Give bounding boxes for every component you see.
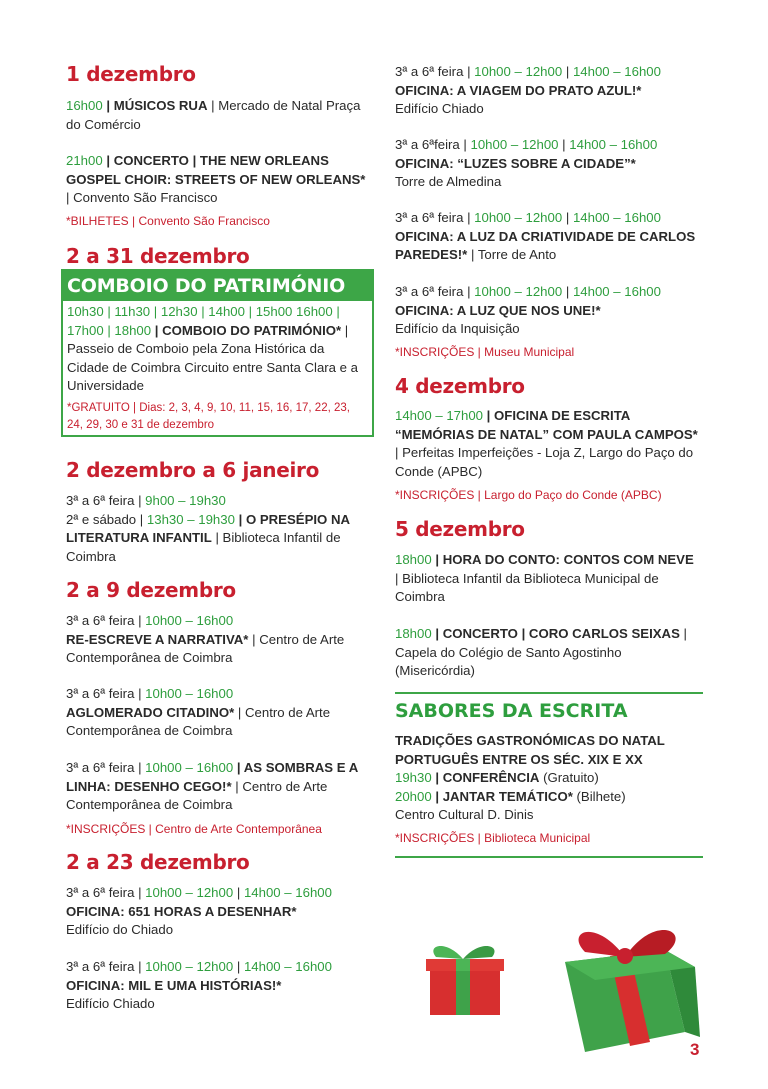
event: 3ª a 6ª feira | 10h00 – 12h00 | 14h00 – 16h00 OFICINA: A VIAGEM DO PRATO AZUL!* Edifício Chiado	[395, 64, 661, 116]
event: 3ª a 6ª feira | 10h00 – 12h00 | 14h00 – 16h00 OFICINA: 651 HORAS A DESENHAR* Edifício do Chiado	[66, 885, 332, 937]
divider	[395, 692, 703, 694]
registration-note: *BILHETES | Convento São Francisco	[66, 214, 270, 228]
page-number: 3	[690, 1040, 700, 1059]
event: 3ª a 6ª feira | 10h00 – 16h00 AGLOMERADO CITADINO* | Centro de Arte Contemporânea de Coimbra	[66, 686, 331, 738]
event: 3ª a 6ª feira | 10h00 – 12h00 | 14h00 – 16h00 OFICINA: A LUZ QUE NOS UNE!* Edifício da Inquisição	[395, 284, 661, 336]
box-body: 10h30 | 11h30 | 12h30 | 14h00 | 15h00 16h00 | 17h00 | 18h00 | COMBOIO DO PATRIMÓNIO* | Passeio de Comboio pela Zona Histórica da Cidade de Coimbra Circuito entre Santa Clara e a Universidade *GRATUITO | Dias: 2, 3, 4, 9, 10, 11, 15, 16, 17, 22, 23, 24, 29, 30 e 31 de dezembro	[63, 301, 372, 436]
date-heading: 2 a 31 dezembro	[66, 244, 250, 268]
registration-note: *INSCRIÇÕES | Biblioteca Municipal	[395, 831, 591, 845]
event: 18h00 | HORA DO CONTO: CONTOS COM NEVE | Biblioteca Infantil da Biblioteca Municipal de Coimbra	[395, 552, 694, 604]
event: 3ª a 6ª feira | 10h00 – 12h00 | 14h00 – 16h00 OFICINA: MIL E UMA HISTÓRIAS!* Edifício Chiado	[66, 959, 332, 1011]
large-gift-icon	[555, 912, 705, 1060]
registration-note: *INSCRIÇÕES | Largo do Paço do Conde (APBC)	[395, 488, 662, 502]
date-heading: 5 dezembro	[395, 517, 525, 541]
event: TRADIÇÕES GASTRONÓMICAS DO NATAL PORTUGUÊS ENTRE OS SÉC. XIX E XX 19h30 | CONFERÊNCIA (Gratuito) 20h00 | JANTAR TEMÁTICO* (Bilhete) Centro Cultural D. Dinis	[395, 733, 665, 822]
event: 3ª a 6ª feira | 9h00 – 19h30 2ª e sábado | 13h30 – 19h30 | O PRESÉPIO NA LITERATURA INFANTIL | Biblioteca Infantil de Coimbra	[66, 493, 350, 564]
comboio-box	[61, 269, 374, 437]
date-heading: 4 dezembro	[395, 374, 525, 398]
event: 16h00 | MÚSICOS RUA | Mercado de Natal Praça do Comércio	[66, 98, 361, 132]
event: 3ª a 6ª feira | 10h00 – 16h00 RE-ESCREVE A NARRATIVA* | Centro de Arte Contemporânea de Coimbra	[66, 613, 345, 665]
event: 14h00 – 17h00 | OFICINA DE ESCRITA “MEMÓRIAS DE NATAL” COM PAULA CAMPOS* | Perfeitas Imperfeições - Loja Z, Largo do Paço do Conde (APBC)	[395, 408, 698, 479]
event: 21h00 | CONCERTO | THE NEW ORLEANS GOSPEL CHOIR: STREETS OF NEW ORLEANS* | Convento São Francisco	[66, 153, 366, 205]
date-heading: 2 a 9 dezembro	[66, 578, 236, 602]
event: 3ª a 6ªfeira | 10h00 – 12h00 | 14h00 – 16h00 OFICINA: “LUZES SOBRE A CIDADE”* Torre de Almedina	[395, 137, 658, 189]
box-title: COMBOIO DO PATRIMÓNIO	[63, 271, 372, 301]
event: 3ª a 6ª feira | 10h00 – 16h00 | AS SOMBRAS E A LINHA: DESENHO CEGO!* | Centro de Arte Contemporânea de Coimbra	[66, 760, 358, 812]
event: 18h00 | CONCERTO | CORO CARLOS SEIXAS | Capela do Colégio de Santo Agostinho (Misericórdia)	[395, 626, 687, 678]
section-title: SABORES DA ESCRITA	[395, 700, 628, 722]
registration-note: *INSCRIÇÕES | Museu Municipal	[395, 345, 575, 359]
event: 3ª a 6ª feira | 10h00 – 12h00 | 14h00 – 16h00 OFICINA: A LUZ DA CRIATIVIDADE DE CARLOS PAREDES!* | Torre de Anto	[395, 210, 696, 262]
date-heading: 1 dezembro	[66, 62, 196, 86]
date-heading: 2 a 23 dezembro	[66, 850, 250, 874]
registration-note: *INSCRIÇÕES | Centro de Arte Contemporânea	[66, 822, 322, 836]
small-gift-icon	[416, 935, 516, 1017]
date-heading: 2 dezembro a 6 janeiro	[66, 458, 320, 482]
divider	[395, 856, 703, 858]
registration-note: *GRATUITO | Dias: 2, 3, 4, 9, 10, 11, 15, 16, 17, 22, 23, 24, 29, 30 e 31 de dezembro	[67, 401, 350, 431]
